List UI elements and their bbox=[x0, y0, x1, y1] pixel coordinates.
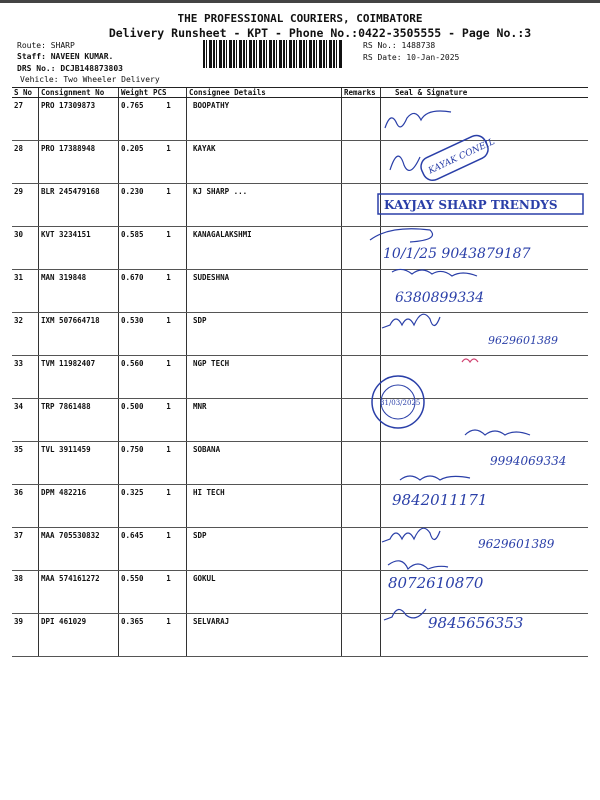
cell-empty bbox=[381, 313, 589, 356]
cell-cn: TRP 7861488 bbox=[39, 399, 119, 442]
cell-empty bbox=[381, 528, 589, 571]
company-title: THE PROFESSIONAL COURIERS, COIMBATORE bbox=[177, 12, 423, 25]
cell-cn: PRO 17309873 bbox=[39, 98, 119, 141]
cell-pcs: 1 bbox=[151, 442, 187, 485]
cell-name: SUDESHNA bbox=[187, 270, 342, 313]
handwriting-36: 9842011171 bbox=[392, 491, 488, 509]
handwriting-39: 9845656353 bbox=[428, 614, 524, 632]
cell-empty bbox=[342, 227, 381, 270]
cell-empty bbox=[342, 270, 381, 313]
cell-pcs: 1 bbox=[151, 227, 187, 270]
staff: Staff: NAVEEN KUMAR. bbox=[17, 52, 114, 61]
col-pcs: PCS bbox=[151, 88, 187, 98]
cell-empty bbox=[342, 442, 381, 485]
cell-cn: DPM 482216 bbox=[39, 485, 119, 528]
cell-name: GOKUL bbox=[187, 571, 342, 614]
cell-wt: 0.585 bbox=[119, 227, 152, 270]
cell-pcs: 1 bbox=[151, 356, 187, 399]
table-row bbox=[12, 571, 588, 614]
cell-sno: 35 bbox=[12, 442, 39, 485]
cell-cn: IXM 507664718 bbox=[39, 313, 119, 356]
svg-text:31/03/2025: 31/03/2025 bbox=[380, 399, 421, 407]
cell-pcs: 1 bbox=[151, 270, 187, 313]
cell-cn: MAN 319848 bbox=[39, 270, 119, 313]
cell-wt: 0.530 bbox=[119, 313, 152, 356]
vehicle: Vehicle: Two Wheeler Delivery bbox=[20, 75, 160, 84]
cell-pcs: 1 bbox=[151, 141, 187, 184]
cell-wt: 0.670 bbox=[119, 270, 152, 313]
cell-wt: 0.645 bbox=[119, 528, 152, 571]
table-row bbox=[12, 528, 588, 571]
cell-empty bbox=[342, 485, 381, 528]
table-row bbox=[12, 270, 588, 313]
cell-empty bbox=[381, 485, 589, 528]
cell-pcs: 1 bbox=[151, 485, 187, 528]
table-row bbox=[12, 399, 588, 442]
col-consignment: Consignment No bbox=[39, 88, 119, 98]
cell-empty bbox=[381, 141, 589, 184]
stamp-kayjay-text: KAYJAY SHARP TRENDYS bbox=[384, 198, 558, 212]
cell-sno: 33 bbox=[12, 356, 39, 399]
cell-cn: KVT 3234151 bbox=[39, 227, 119, 270]
handwriting-38: 8072610870 bbox=[388, 574, 484, 592]
cell-pcs: 1 bbox=[151, 184, 187, 227]
handwriting-35: 9994069334 bbox=[490, 454, 567, 468]
cell-wt: 0.325 bbox=[119, 485, 152, 528]
cell-sno: 39 bbox=[12, 614, 39, 657]
handwriting-37: 9629601389 bbox=[478, 537, 555, 551]
table-row bbox=[12, 141, 588, 184]
barcode bbox=[203, 40, 343, 68]
handwriting-32: 9629601389 bbox=[488, 334, 558, 347]
cell-pcs: 1 bbox=[151, 614, 187, 657]
table-row bbox=[12, 356, 588, 399]
cell-sno: 38 bbox=[12, 571, 39, 614]
cell-empty bbox=[381, 98, 589, 141]
table-row bbox=[12, 442, 588, 485]
svg-text:KAYAK CONEIL: KAYAK CONEIL bbox=[426, 136, 497, 177]
cell-empty bbox=[381, 399, 589, 442]
table-row bbox=[12, 614, 588, 657]
cell-pcs: 1 bbox=[151, 98, 187, 141]
cell-wt: 0.500 bbox=[119, 399, 152, 442]
cell-name: KAYAK bbox=[187, 141, 342, 184]
cell-name: SDP bbox=[187, 528, 342, 571]
cell-wt: 0.365 bbox=[119, 614, 152, 657]
cell-sno: 34 bbox=[12, 399, 39, 442]
cell-name: HI TECH bbox=[187, 485, 342, 528]
cell-cn: MAA 705530832 bbox=[39, 528, 119, 571]
scan-edge bbox=[0, 0, 600, 3]
runsheet-table bbox=[12, 87, 588, 657]
cell-empty bbox=[342, 98, 381, 141]
cell-empty bbox=[342, 356, 381, 399]
cell-name: MNR bbox=[187, 399, 342, 442]
cell-pcs: 1 bbox=[151, 528, 187, 571]
cell-sno: 36 bbox=[12, 485, 39, 528]
col-weight: Weight bbox=[119, 88, 152, 98]
cell-sno: 32 bbox=[12, 313, 39, 356]
table-row bbox=[12, 313, 588, 356]
col-sno: S No bbox=[12, 88, 39, 98]
cell-empty bbox=[381, 614, 589, 657]
cell-wt: 0.230 bbox=[119, 184, 152, 227]
col-consignee: Consignee Details bbox=[187, 88, 342, 98]
drs-number: DRS No.: DCJB148873803 bbox=[17, 64, 123, 73]
cell-name: BOOPATHY bbox=[187, 98, 342, 141]
cell-cn: BLR 245479168 bbox=[39, 184, 119, 227]
cell-cn: MAA 574161272 bbox=[39, 571, 119, 614]
cell-empty bbox=[342, 528, 381, 571]
route: Route: SHARP bbox=[17, 41, 75, 50]
rs-date: RS Date: 10-Jan-2025 bbox=[363, 53, 460, 62]
cell-pcs: 1 bbox=[151, 399, 187, 442]
table-row bbox=[12, 227, 588, 270]
cell-name: SOBANA bbox=[187, 442, 342, 485]
cell-empty bbox=[381, 227, 589, 270]
cell-cn: TVM 11982407 bbox=[39, 356, 119, 399]
cell-wt: 0.550 bbox=[119, 571, 152, 614]
runsheet-subtitle: Delivery Runsheet - KPT - Phone No.:0422-3505555 - Page No.:3 bbox=[108, 26, 532, 40]
cell-empty bbox=[381, 270, 589, 313]
cell-empty bbox=[342, 571, 381, 614]
col-remarks: Remarks bbox=[342, 88, 381, 98]
cell-empty bbox=[381, 356, 589, 399]
cell-empty bbox=[381, 184, 589, 227]
handwriting-31: 6380899334 bbox=[395, 290, 485, 306]
cell-sno: 31 bbox=[12, 270, 39, 313]
cell-sno: 28 bbox=[12, 141, 39, 184]
cell-sno: 29 bbox=[12, 184, 39, 227]
cell-cn: PRO 17388948 bbox=[39, 141, 119, 184]
cell-wt: 0.205 bbox=[119, 141, 152, 184]
cell-empty bbox=[342, 313, 381, 356]
cell-cn: TVL 3911459 bbox=[39, 442, 119, 485]
cell-wt: 0.765 bbox=[119, 98, 152, 141]
cell-sno: 27 bbox=[12, 98, 39, 141]
cell-empty bbox=[381, 571, 589, 614]
cell-empty bbox=[342, 399, 381, 442]
cell-name: KJ SHARP ... bbox=[187, 184, 342, 227]
cell-empty bbox=[342, 614, 381, 657]
cell-empty bbox=[342, 141, 381, 184]
cell-sno: 30 bbox=[12, 227, 39, 270]
cell-name: SELVARAJ bbox=[187, 614, 342, 657]
table-row bbox=[12, 485, 588, 528]
cell-empty bbox=[381, 442, 589, 485]
table-row bbox=[12, 184, 588, 227]
cell-cn: DPI 461029 bbox=[39, 614, 119, 657]
handwriting-30: 10/1/25 9043879187 bbox=[383, 246, 531, 262]
cell-wt: 0.750 bbox=[119, 442, 152, 485]
cell-pcs: 1 bbox=[151, 571, 187, 614]
cell-pcs: 1 bbox=[151, 313, 187, 356]
table-row bbox=[12, 98, 588, 141]
cell-wt: 0.560 bbox=[119, 356, 152, 399]
cell-sno: 37 bbox=[12, 528, 39, 571]
cell-name: NGP TECH bbox=[187, 356, 342, 399]
cell-empty bbox=[342, 184, 381, 227]
cell-name: SDP bbox=[187, 313, 342, 356]
rs-number: RS No.: 1488738 bbox=[363, 41, 436, 50]
table-header bbox=[12, 88, 588, 98]
col-signature: Seal & Signature bbox=[381, 88, 589, 98]
cell-name: KANAGALAKSHMI bbox=[187, 227, 342, 270]
